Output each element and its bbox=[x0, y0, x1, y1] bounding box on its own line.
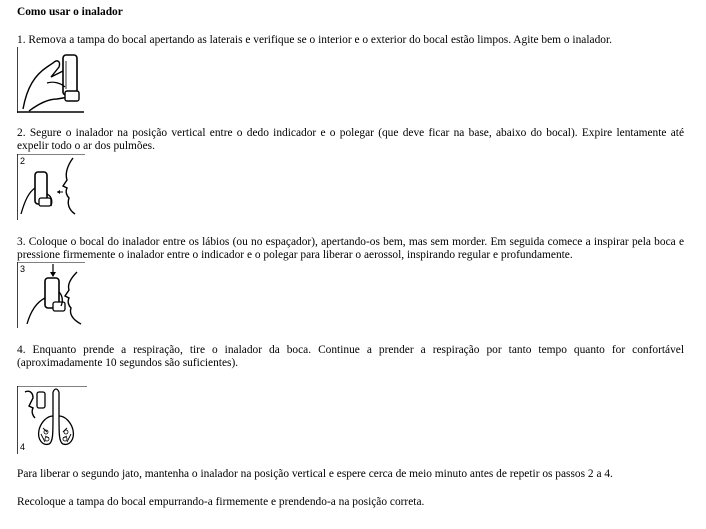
note-second-dose: Para liberar o segundo jato, mantenha o inalador na posição vertical e espere cerca de meio minuto antes de repetir os passos 2 a 4. bbox=[17, 468, 613, 480]
step-2-illustration bbox=[17, 154, 85, 220]
note-replace-cap: Recoloque a tampa do bocal empurrando-a firmemente e prendendo-a na posição correta. bbox=[17, 496, 425, 508]
step-4-figure-label: 4 bbox=[20, 442, 26, 452]
step-3-figure-label: 3 bbox=[20, 264, 26, 274]
step-4-illustration bbox=[17, 386, 87, 454]
step-3-text: 3. Coloque o bocal do inalador entre os lábios (ou no espaçador), apertando-os bem, mas sem morder. Em seguida comece a inspirar pela boca e pressione firmemente o inalador entre o indicador e o polegar para liberar o aerossol, inspirando regular e profundamente. bbox=[17, 236, 684, 261]
step-3-illustration bbox=[17, 262, 85, 328]
step-2-text: 2. Segure o inalador na posição vertical entre o dedo indicador e o polegar (que deve ficar na base, abaixo do bocal). Expire lentamente até expelir todo o ar dos pulmões. bbox=[17, 127, 684, 152]
step-1-text: 1. Remova a tampa do bocal apertando as laterais e verifique se o interior e o exterior do bocal estão limpos. Agite bem o inalador. bbox=[17, 34, 612, 46]
page-title: Como usar o inalador bbox=[17, 6, 123, 18]
step-1-illustration bbox=[17, 47, 85, 113]
step-4-text: 4. Enquanto prende a respiração, tire o inalador da boca. Continue a prender a respiração por tanto tempo quanto for confortável (aproximadamente 10 segundos são suficientes). bbox=[17, 344, 684, 369]
step-2-figure-label: 2 bbox=[20, 156, 26, 166]
